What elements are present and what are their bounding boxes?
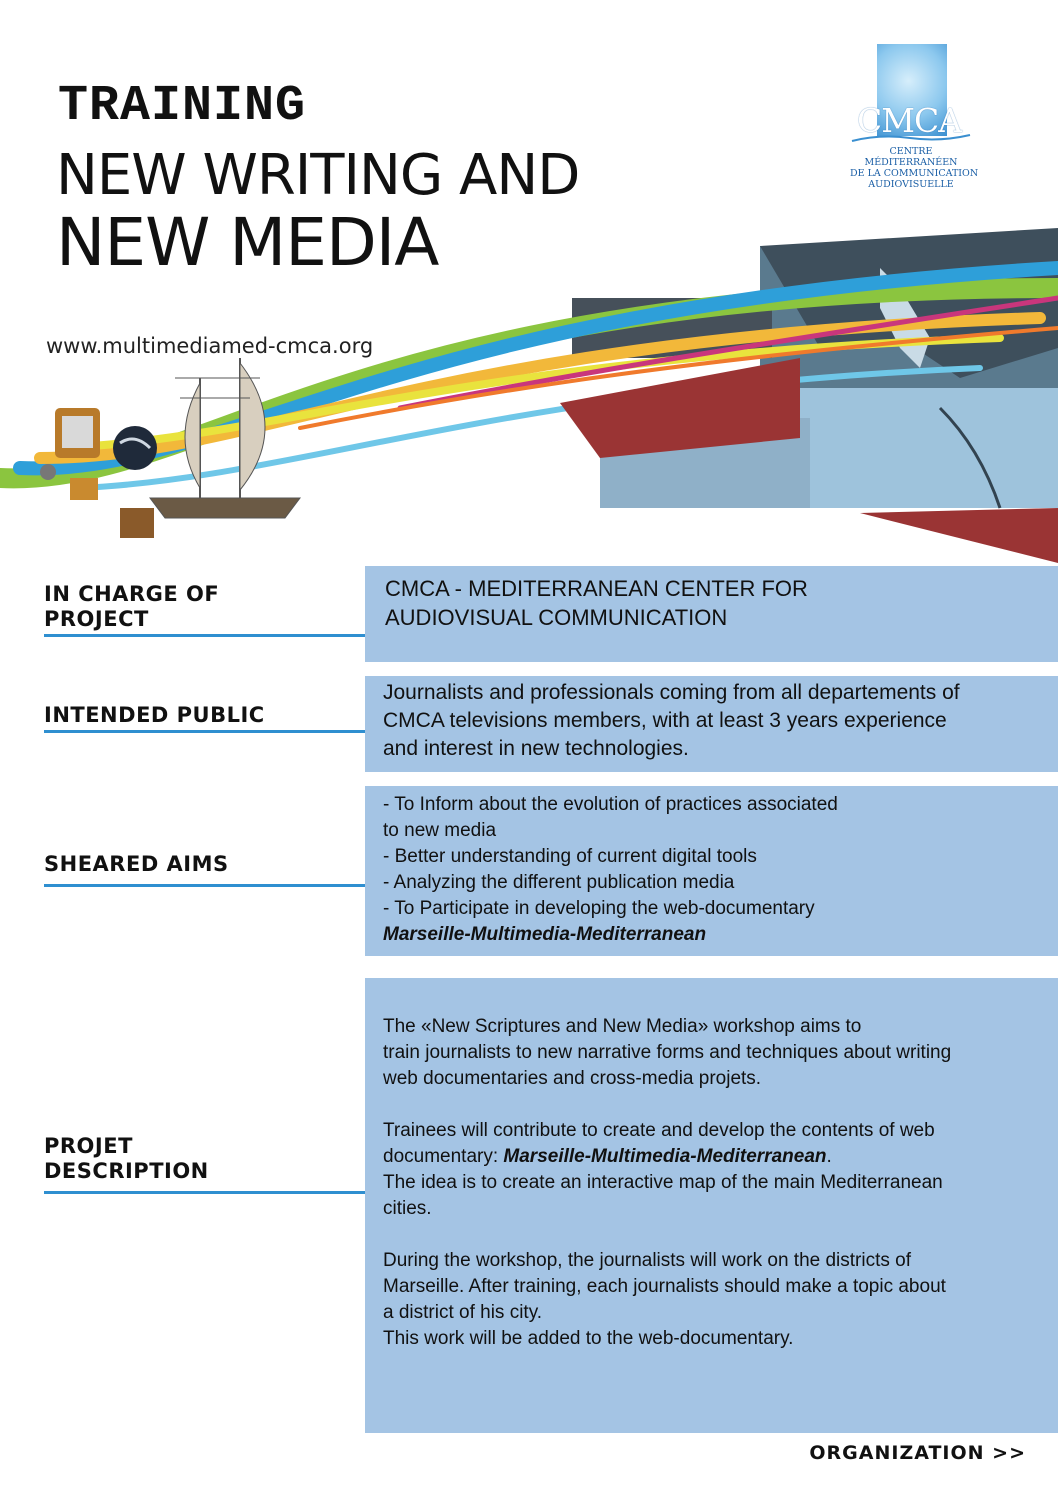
- box-line: Journalists and professionals coming from all departements of: [383, 681, 960, 704]
- box-line: to new media: [383, 820, 497, 841]
- sheared-aims-box: [365, 786, 1058, 956]
- project-title-emphasis: Marseille-Multimedia-Mediterranean: [503, 1146, 827, 1167]
- organization-next-link[interactable]: ORGANIZATION >>: [809, 1442, 1026, 1464]
- logo-subtitle-line: CENTRE: [889, 146, 933, 157]
- project-title-emphasis: Marseille-Multimedia-Mediterranean: [383, 924, 707, 945]
- logo-subtitle-line: MÉDITERRANÉEN: [864, 157, 958, 168]
- box-line: and interest in new technologies.: [383, 737, 689, 760]
- title-line-2: NEW MEDIA: [56, 204, 439, 281]
- title-line-1: NEW WRITING AND: [56, 143, 580, 208]
- box-line: web documentaries and cross-media projets.: [383, 1068, 762, 1089]
- in-charge-label: [44, 582, 366, 632]
- label-line: PROJECT: [44, 607, 149, 631]
- box-line: - To Participate in developing the web-documentary: [383, 898, 815, 919]
- text-fragment: .: [826, 1146, 832, 1167]
- box-line: cities.: [383, 1198, 432, 1219]
- logo-subtitle-line: DE LA COMMUNICATION: [850, 168, 979, 179]
- logo-subtitle: [850, 146, 979, 190]
- globe-icon: [113, 426, 157, 470]
- logo-acronym: CMCA: [857, 101, 962, 140]
- box-line: train journalists to new narrative forms and techniques about writing: [383, 1042, 952, 1063]
- logo-subtitle-line: AUDIOVISUELLE: [868, 179, 954, 190]
- box-line: During the workshop, the journalists will work on the districts of: [383, 1250, 912, 1271]
- box-line: Trainees will contribute to create and develop the contents of web: [383, 1120, 935, 1141]
- box-line: - To Inform about the evolution of practices associated: [383, 794, 838, 815]
- box-line: [383, 1144, 1040, 1170]
- sheared-aims-label: SHEARED AIMS: [44, 852, 229, 876]
- website-url[interactable]: www.multimediamed-cmca.org: [46, 334, 374, 358]
- section-divider: [44, 884, 366, 887]
- in-charge-box: [365, 566, 1058, 662]
- box-line: The idea is to create an interactive map of the main Mediterranean: [383, 1172, 943, 1193]
- box-line: The «New Scriptures and New Media» workshop aims to: [383, 1016, 862, 1037]
- box-line: CMCA - MEDITERRANEAN CENTER FOR: [385, 576, 808, 601]
- section-divider: [44, 634, 366, 637]
- box-line: - Analyzing the different publication media: [383, 872, 735, 893]
- cmca-logo: [850, 44, 979, 194]
- project-description-box: [365, 978, 1058, 1433]
- box-line: Marseille. After training, each journalists should make a topic about: [383, 1276, 946, 1297]
- radio-icon: [120, 508, 154, 538]
- logo-wave-icon: [850, 132, 972, 144]
- red-band-corner: [860, 508, 1058, 563]
- box-line: This work will be added to the web-documentary.: [383, 1328, 794, 1349]
- section-divider: [44, 1191, 366, 1194]
- box-line: AUDIOVISUAL COMMUNICATION: [385, 605, 728, 630]
- project-description-label: [44, 1134, 366, 1184]
- text-fragment: documentary:: [383, 1146, 504, 1167]
- box-line: a district of his city.: [383, 1302, 543, 1323]
- intended-public-box: [365, 676, 1058, 772]
- label-line: IN CHARGE OF: [44, 582, 220, 606]
- label-line: DESCRIPTION: [44, 1159, 209, 1183]
- header-artwork: [0, 228, 1058, 563]
- camera-icon: [70, 478, 98, 500]
- label-line: PROJET: [44, 1134, 133, 1158]
- training-heading: TRAINING: [58, 78, 307, 135]
- intended-public-label: INTENDED PUBLIC: [44, 703, 265, 727]
- box-line: CMCA televisions members, with at least 3 years experience: [383, 709, 947, 732]
- box-line: - Better understanding of current digital tools: [383, 846, 757, 867]
- section-divider: [44, 730, 366, 733]
- microphone-icon: [40, 464, 56, 480]
